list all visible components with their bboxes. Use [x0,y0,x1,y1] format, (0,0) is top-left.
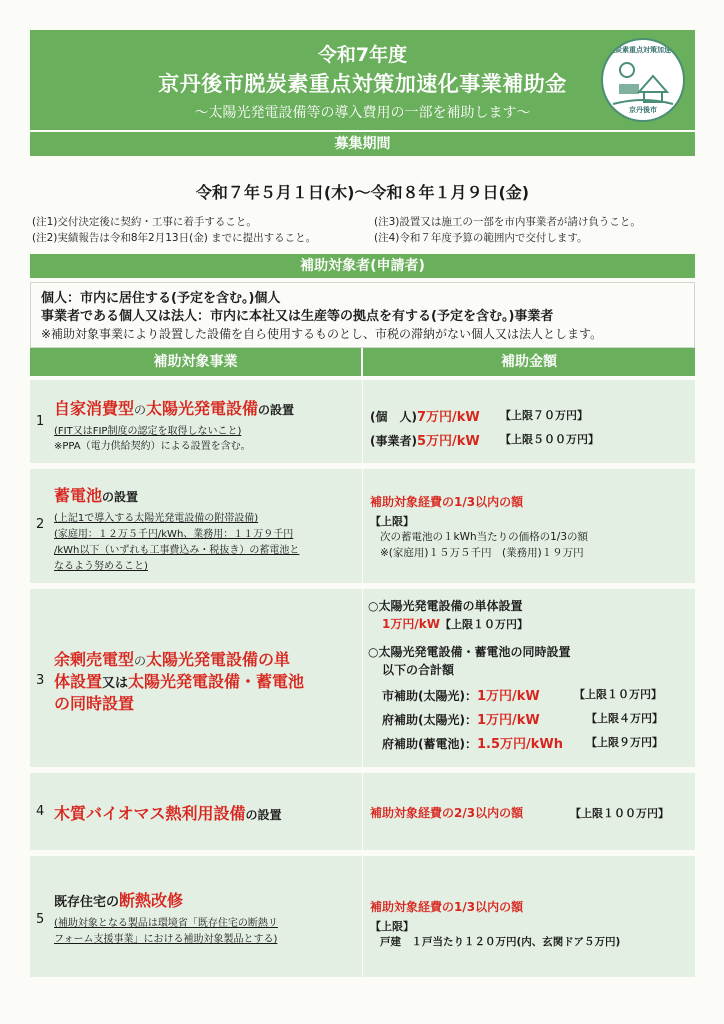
applicant-section-bar: 補助対象者(申請者) [30,254,695,278]
row-number: 4 [36,804,45,819]
table-row-2 [30,469,695,586]
combined-heading: ○太陽光発電設備・蓄電池の同時設置 [368,645,571,659]
column-header-amount: 補助金額 [363,348,695,376]
city-solar-rate: 1万円/kW [476,689,540,704]
city-solar-label: 市補助(太陽光)： [382,689,477,703]
fit-note: (FIT又はFIP制度の認定を取得しないこと) [54,426,242,437]
pref-battery-rate: 1.5万円/kWh [476,737,564,752]
standalone-rate: 1万円/kW [382,617,440,631]
storage-battery: 蓄電池 [54,486,103,505]
pref-solar-rate: 1万円/kW [476,713,540,728]
simultaneous-install: の同時設置 [54,694,135,713]
logo-text-bottom: 京丹後市 [629,106,657,114]
particle: の [134,654,147,668]
logo-text-top: 脱炭素重点対策加速化 [608,46,678,54]
applicant-condition: ※補助対象事業により設置した設備を自ら使用するものとし、市税の滞納がない個人又は法人とします。 [41,327,603,341]
wood-biomass: 木質バイオマス熱利用設備 [54,804,246,823]
subsidy-table [30,348,695,980]
battery-cap-desc: 次の蓄電池の１kWh当たりの価格の1/3の額 [380,531,589,543]
row-number: 3 [36,673,45,688]
row-number: 2 [36,517,45,532]
installation-suffix: の設置 [258,403,295,417]
row-number: 1 [36,414,45,429]
flyer [30,30,695,980]
table-row-5 [30,856,695,980]
individual-label: (個 人) [370,410,417,424]
business-rate: 5万円/kW [416,434,480,449]
header-banner [30,30,695,130]
solar-standalone-2: 体設置 [54,672,103,691]
city-solar-cap: 【上限１０万円】 [574,688,662,701]
particle: の [134,403,147,417]
applicant-box [30,282,695,348]
applicant-individual: 個人：市内に居住する(予定を含む。)個人 [41,291,281,306]
column-header-project: 補助対象事業 [30,348,361,376]
combined-total-note: 以下の合計額 [382,663,455,677]
insulation-subsidy-rate: 補助対象経費の1/3以内の額 [370,900,524,914]
solar-equipment: 太陽光発電設備 [146,399,259,418]
individual-cap: 【上限７０万円】 [500,409,588,422]
ppa-note: ※PPA（電力供給契約）による設置を含む。 [54,441,251,452]
insulation-note-2: フォーム支援事業」における補助対象製品とする) [54,934,278,945]
standalone-cap: 【上限１０万円】 [439,618,528,631]
pref-battery-cap: 【上限９万円】 [586,736,663,749]
individual-rate: 7万円/kW [416,410,480,425]
battery-note-2: (家庭用：１２万５千円/kWh、業務用：１１万９千円 [54,529,294,540]
detached-house-cap: 戸建 １戸当たり１２０万円(内、玄関ドア５万円) [380,936,621,948]
installation-suffix: の設置 [245,808,282,822]
table-row-1 [30,380,695,466]
installation-suffix: の設置 [102,490,139,504]
note-1: (注1)交付決定後に契約・工事に着手すること。 [32,216,257,228]
or-conjunction: 又は [102,676,129,691]
solar-standalone-1: 太陽光発電設備の単 [146,650,291,669]
applicant-business: 事業者である個人又は法人：市内に本社又は生産等の拠点を有する(予定を含む。)事業者 [41,309,554,324]
business-cap: 【上限５００万円】 [500,433,599,446]
biomass-subsidy-rate: 補助対象経費の2/3以内の額 [370,806,524,820]
battery-note-4: なるよう努めること) [54,561,148,572]
self-consumption-type: 自家消費型 [54,399,135,418]
standalone-heading: ○太陽光発電設備の単体設置 [368,599,523,613]
business-label: (事業者) [370,434,417,448]
existing-house-prefix: 既存住宅の [54,895,120,910]
note-4: (注4)令和７年度予算の範囲内で交付します。 [374,232,588,244]
program-title: 京丹後市脱炭素重点対策加速化事業補助金 [158,72,567,96]
table-row-4 [30,773,695,853]
fiscal-year: 令和7年度 [317,44,408,66]
insulation-note-1: (補助対象となる製品は環境省「既存住宅の断熱リ [54,918,278,929]
pref-battery-label: 府補助(蓄電池)： [382,737,477,751]
application-period: 令和７年５月１日(木)～令和８年１月９日(金) [195,183,530,202]
battery-note-3: /kWh以下（いずれも工事費込み・税抜き）の蓄電池と [54,545,300,556]
solar-battery: 太陽光発電設備・蓄電池 [128,672,305,691]
battery-cap-prices: ※(家庭用)１５万５千円 (業務用)１９万円 [380,547,584,559]
pref-solar-cap: 【上限４万円】 [586,712,663,725]
note-2: (注2)実績報告は令和8年2月13日(金) までに提出すること。 [32,232,317,244]
cap-label: 【上限】 [370,515,414,528]
biomass-cap: 【上限１００万円】 [570,807,669,820]
cap-label: 【上限】 [370,920,414,933]
program-logo [601,38,685,122]
period-section-bar: 募集期間 [30,132,695,156]
program-subtitle: ～太陽光発電設備等の導入費用の一部を補助します～ [194,105,531,121]
table-row-3 [30,589,695,770]
pref-solar-label: 府補助(太陽光)： [382,713,477,727]
surplus-sale-type: 余剰売電型 [54,650,135,669]
insulation-renovation: 断熱改修 [119,891,184,910]
note-3: (注3)設置又は施工の一部を市内事業者が請け負うこと。 [374,216,641,228]
battery-note-1: (上記1で導入する太陽光発電設備の附帯設備) [54,513,259,524]
row-number: 5 [36,912,45,927]
battery-subsidy-rate: 補助対象経費の1/3以内の額 [370,495,524,509]
